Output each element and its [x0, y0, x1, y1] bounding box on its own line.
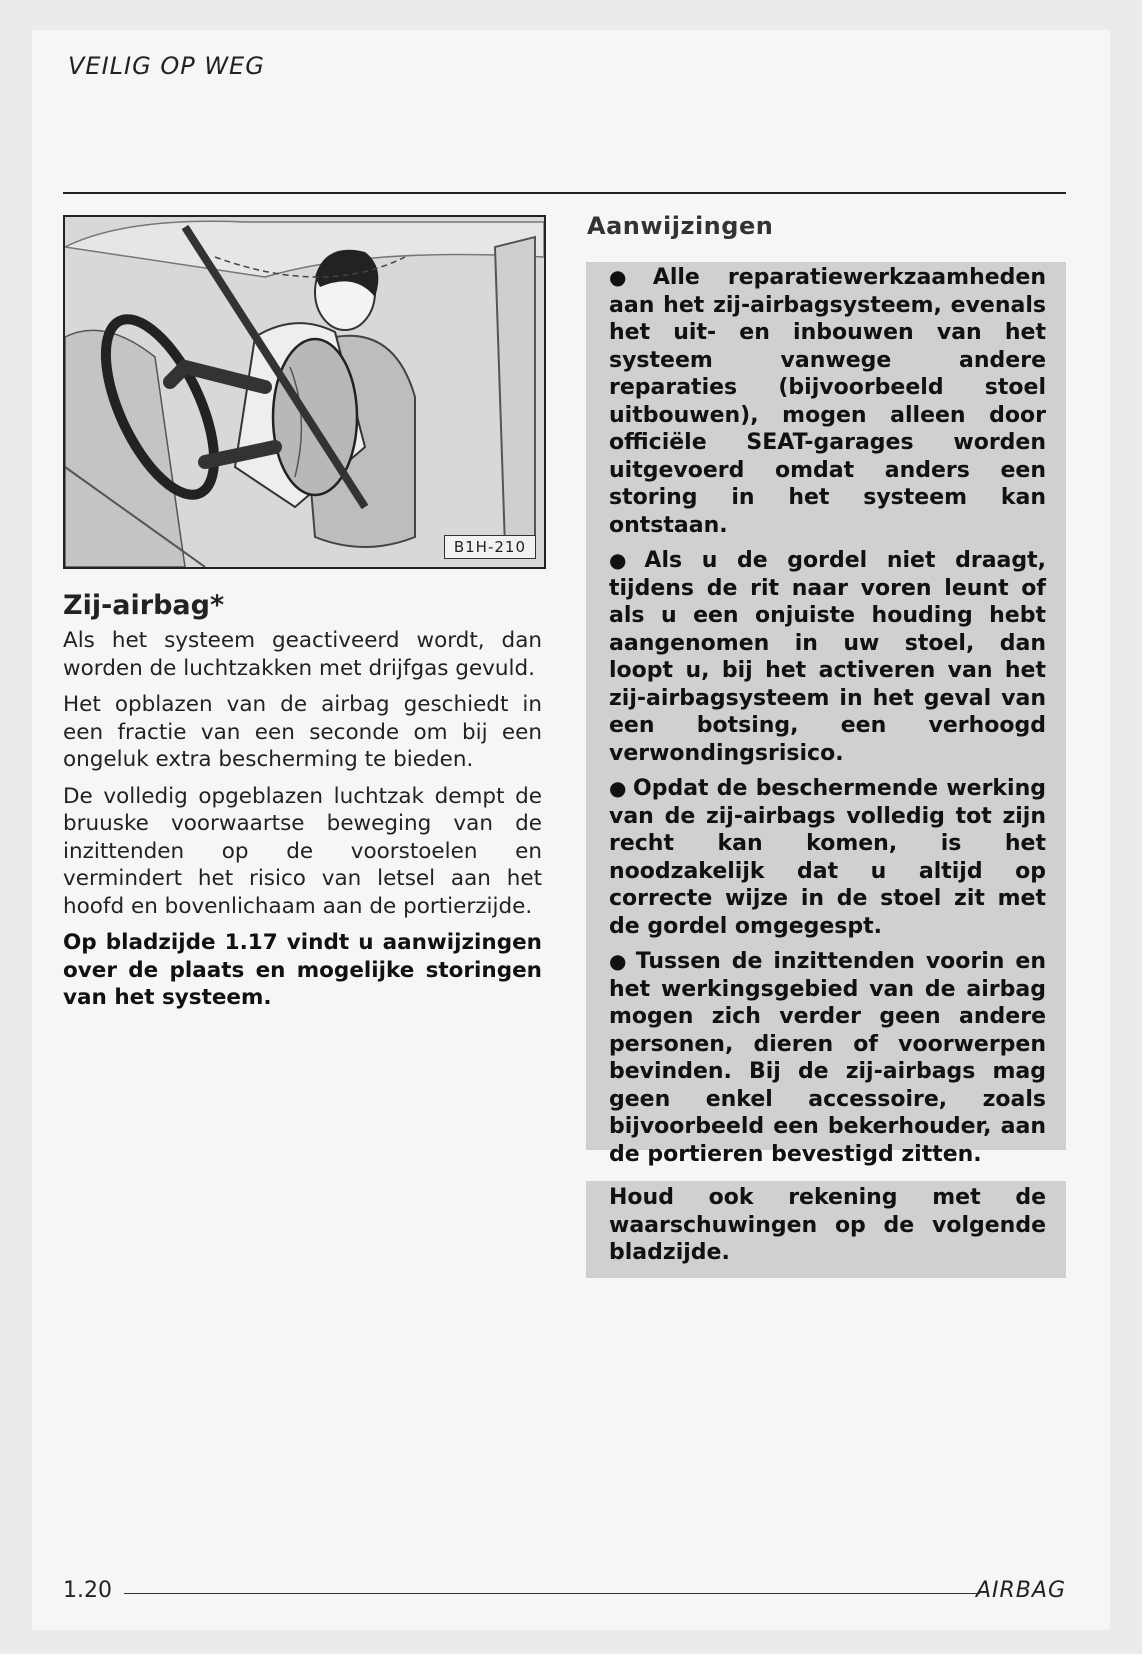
- note-item: [609, 775, 1046, 940]
- bullet-icon: ●: [609, 265, 647, 289]
- bullet-icon: ●: [609, 949, 630, 973]
- section-title-zij-airbag: Zij-airbag*: [63, 590, 225, 621]
- warning-note-box: [586, 1181, 1066, 1278]
- header-rule: [63, 192, 1066, 194]
- body-paragraph: Het opblazen van de airbag geschiedt in een fractie van een seconde om bij een ongeluk extra bescherming te bieden.: [63, 692, 542, 772]
- body-paragraph: De volledig opgeblazen luchtzak dempt de bruuske voorwaartse beweging van de inzittenden op de voorstoelen en vermindert het risico van letsel aan het hoofd en bovenlichaam aan de portierzijde.: [63, 783, 542, 919]
- page-reference-note: Op bladzijde 1.17 vindt u aanwijzingen over de plaats en mogelijke storingen van het systeem.: [63, 930, 542, 1010]
- chapter-label: AIRBAG: [975, 1578, 1066, 1603]
- aanwijzingen-box: [586, 262, 1066, 1167]
- note-item: [609, 948, 1046, 1168]
- page-number: 1.20: [63, 1578, 112, 1603]
- note-item: [609, 264, 1046, 539]
- bullet-icon: ●: [609, 776, 628, 800]
- note-text: Alle reparatiewerkzaamheden aan het zij-airbagsysteem, evenals het uit- en inbouwen van het systeem vanwege andere reparaties (bijvoorbeeld stoel uitbouwen), mogen alleen door officiële SEAT-garages worden uitgevoerd omdat anders een storing in het systeem kan ontstaan.: [609, 265, 1046, 538]
- zij-airbag-section: [63, 590, 542, 1021]
- bullet-icon: ●: [609, 548, 639, 572]
- warning-note-text: Houd ook rekening met de waarschuwingen op de volgende bladzijde.: [609, 1185, 1046, 1265]
- figure-code: B1H-210: [444, 535, 536, 559]
- note-text: Als u de gordel niet draagt, tijdens de rit naar voren leunt of als u een onjuiste houding hebt aangenomen in uw stoel, dan loopt u, bij het activeren van het zij-airbagsysteem in het geval van een botsing, een verhoogd verwondingsrisico.: [609, 548, 1047, 766]
- driver-with-side-airbag-drawing: [65, 217, 544, 567]
- note-text: Opdat de beschermende werking van de zij-airbags volledig tot zijn recht kan komen, is het noodzakelijk dat u altijd op correcte wijze in de stoel zit met de gordel omgegespt.: [609, 776, 1046, 939]
- note-text: Tussen de inzittenden voorin en het werkingsgebied van de airbag mogen zich verder geen andere personen, dieren of voorwerpen bevinden. Bij de zij-airbags mag geen enkel accessoire, zoals bijvoorbeeld een bekerhouder, aan de portieren bevestigd zitten.: [609, 949, 1047, 1167]
- body-paragraph: Als het systeem geactiveerd wordt, dan worden de luchtzakken met drijfgas gevuld.: [63, 628, 542, 681]
- note-item: [609, 547, 1046, 767]
- section-title-aanwijzingen: Aanwijzingen: [587, 212, 774, 240]
- side-airbag-illustration: [63, 215, 546, 569]
- running-head: VEILIG OP WEG: [68, 52, 265, 80]
- footer-rule: [124, 1593, 980, 1594]
